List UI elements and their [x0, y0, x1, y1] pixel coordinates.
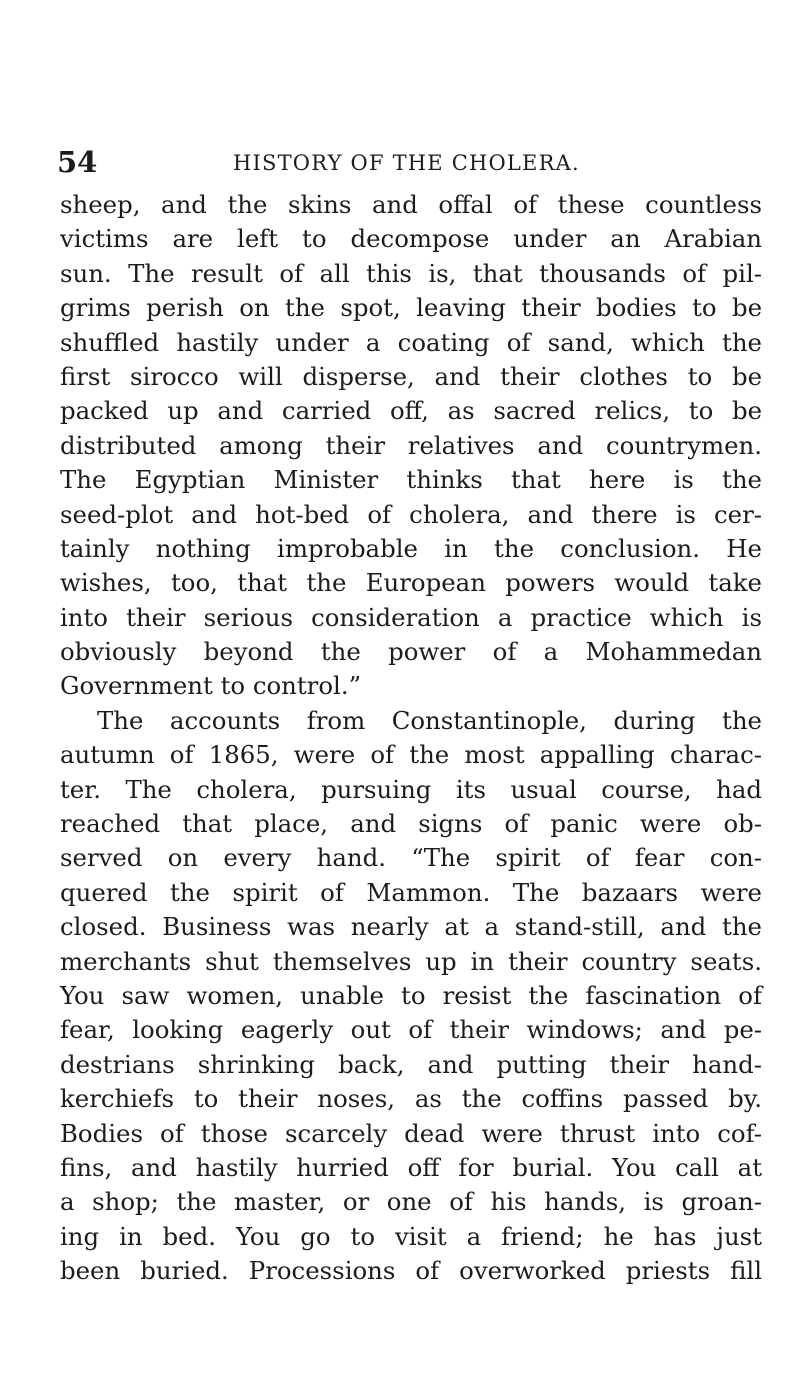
text-line: fins, and hastily hurried off for burial. You call at [60, 1152, 762, 1182]
text-line: a shop; the master, or one of his hands, is groan- [60, 1187, 762, 1217]
text-line: destrians shrinking back, and putting their hand- [60, 1049, 762, 1079]
text-line: packed up and carried off, as sacred relics, to be [60, 396, 762, 426]
text-line: ing in bed. You go to visit a friend; he has just [60, 1221, 762, 1251]
text-line: fear, looking eagerly out of their windows; and pe- [60, 1015, 762, 1045]
text-line: into their serious consideration a practice which is [60, 602, 762, 632]
text-line: tainly nothing improbable in the conclusion. He [60, 533, 762, 563]
text-line: quered the spirit of Mammon. The bazaars were [60, 877, 762, 907]
text-line: seed-plot and hot-bed of cholera, and there is cer- [60, 499, 762, 529]
page-number: 54 [57, 145, 98, 179]
text-line: merchants shut themselves up in their country seats. [60, 946, 762, 976]
text-line: Bodies of those scarcely dead were thrust into cof- [60, 1118, 762, 1148]
text-line: ter. The cholera, pursuing its usual course, had [60, 774, 762, 804]
text-line: sheep, and the skins and offal of these countless [60, 190, 762, 219]
text-line: autumn of 1865, were of the most appalling charac- [60, 740, 762, 770]
text-line: wishes, too, that the European powers would take [60, 568, 762, 598]
text-line: victims are left to decompose under an Arabian [60, 224, 762, 254]
text-line: The Egyptian Minister thinks that here is the [60, 465, 762, 495]
text-line: been buried. Processions of overworked priests fill [60, 1256, 762, 1286]
text-line: distributed among their relatives and countrymen. [60, 430, 762, 460]
text-line: closed. Business was nearly at a stand-still, and the [60, 912, 762, 942]
text-line: Government to control.” [60, 671, 362, 701]
body-text [60, 188, 762, 1289]
text-line: shuffled hastily under a coating of sand, which the [60, 327, 762, 357]
text-line: kerchiefs to their noses, as the coffins passed by. [60, 1084, 762, 1114]
text-line: The accounts from Constantinople, during the [97, 705, 762, 735]
text-line: served on every hand. “The spirit of fear con- [60, 843, 762, 873]
running-head [57, 142, 757, 182]
running-title: HISTORY OF THE CHOLERA. [233, 151, 580, 175]
text-line: You saw women, unable to resist the fascination of [60, 980, 762, 1010]
text-line: first sirocco will disperse, and their clothes to be [60, 361, 762, 391]
text-line: grims perish on the spot, leaving their bodies to be [60, 293, 762, 323]
text-line: sun. The result of all this is, that thousands of pil- [60, 258, 762, 288]
text-line: reached that place, and signs of panic were ob- [60, 809, 762, 839]
text-line: obviously beyond the power of a Mohammedan [60, 637, 762, 667]
